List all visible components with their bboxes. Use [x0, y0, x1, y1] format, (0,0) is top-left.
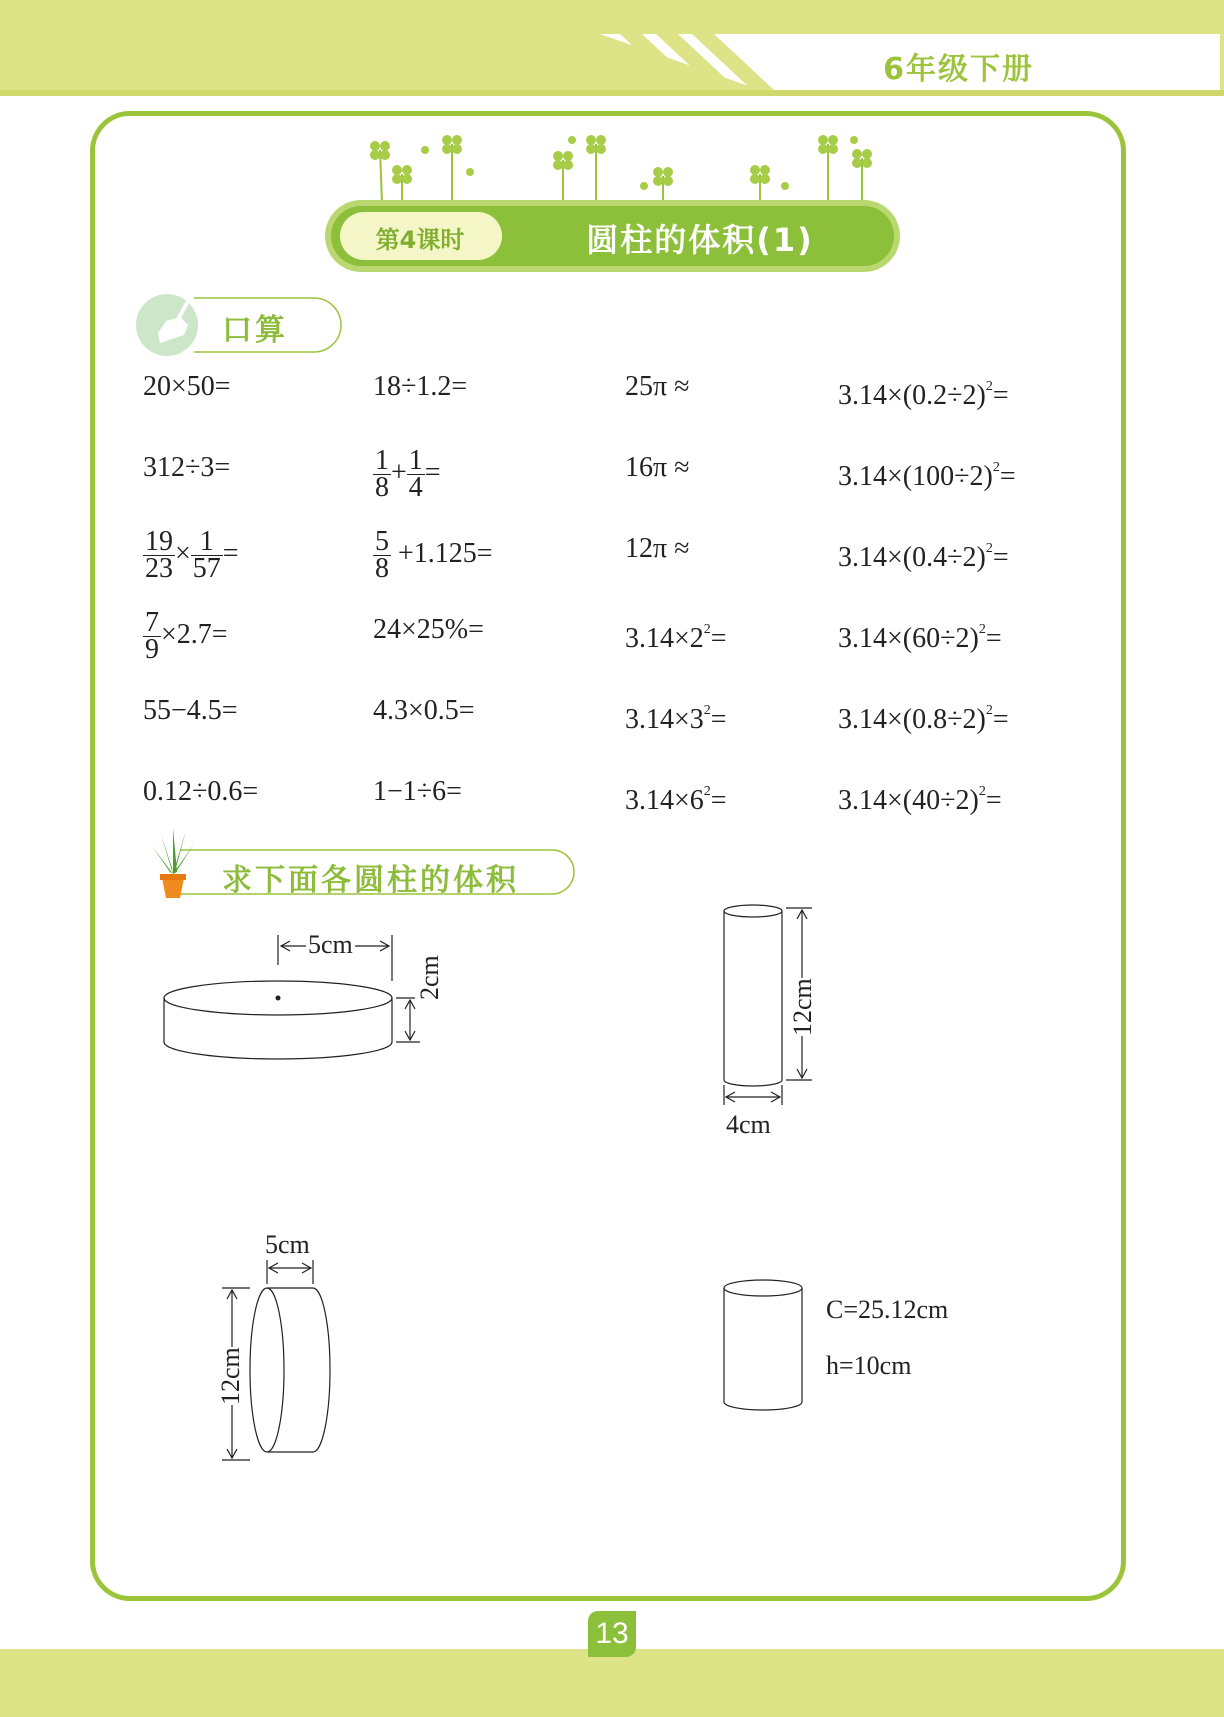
calc-item: 4.3×0.5= — [373, 695, 475, 726]
calc-item: $\frac{19}{23}$ × $\frac{1}{57}$ = — [145, 526, 239, 584]
lesson-tag: 第4课时 — [375, 226, 465, 254]
calc-item: $3.14\times(40\div 2)^2=$ — [838, 784, 1002, 816]
calc-item: 25π ≈ — [625, 371, 690, 402]
cylinder-figure-4 — [720, 1276, 810, 1416]
top-label: 5cm — [265, 1230, 310, 1259]
page-number: 13 — [588, 1611, 636, 1657]
radius-label: 5cm — [308, 930, 353, 959]
calc-item: $3.14\times(0.4\div 2)^2=$ — [838, 541, 1009, 573]
calc-item: 312÷3= — [143, 452, 231, 483]
circumference-label: C=25.12cm — [826, 1295, 949, 1324]
diameter-label: 4cm — [726, 1110, 771, 1139]
height-label: h=10cm — [826, 1351, 912, 1380]
calc-item: $\frac{7}{9}$ ×2.7= — [145, 607, 228, 665]
pencil-hand-icon — [150, 297, 196, 351]
calc-item: $3.14\times(0.8\div 2)^2=$ — [838, 703, 1009, 735]
plant-icon — [150, 828, 196, 900]
calc-item: $3.14\times 3^2=$ — [625, 703, 727, 735]
calc-item: $3.14\times 6^2=$ — [625, 784, 727, 816]
calc-item: $3.14\times(0.2\div 2)^2=$ — [838, 379, 1009, 411]
calc-item: 1−1÷6= — [373, 776, 462, 807]
section-title-oral: 口算 — [222, 313, 288, 348]
height-label: 2cm — [415, 955, 444, 1000]
cylinder-figure-1 — [160, 925, 450, 1065]
calc-item: 55−4.5= — [143, 695, 238, 726]
calc-item: 18÷1.2= — [373, 371, 468, 402]
grade-title: 6年级下册 — [883, 52, 1034, 87]
calc-item: $3.14\times 2^2=$ — [625, 622, 727, 654]
section-title-volume: 求下面各圆柱的体积 — [222, 863, 519, 898]
lesson-title: 圆柱的体积(1) — [586, 221, 814, 259]
calc-item: $3.14\times(60\div 2)^2=$ — [838, 622, 1002, 654]
clover-decoration — [360, 128, 880, 206]
calc-item: 24×25%= — [373, 614, 484, 645]
calc-item: 0.12÷0.6= — [143, 776, 259, 807]
calc-item: 20×50= — [143, 371, 231, 402]
footer-band — [0, 1649, 1224, 1717]
side-label: 12cm — [216, 1347, 245, 1405]
header-band-line — [0, 90, 1224, 96]
calc-item: 12π ≈ — [625, 533, 690, 564]
calc-item: $\frac{1}{8}$ + $\frac{1}{4}$ = — [375, 445, 441, 503]
height-label: 12cm — [788, 978, 817, 1036]
calc-item: $\frac{5}{8}$ +1.125= — [375, 526, 493, 584]
calc-item: 16π ≈ — [625, 452, 690, 483]
calc-item: $3.14\times(100\div 2)^2=$ — [838, 460, 1016, 492]
